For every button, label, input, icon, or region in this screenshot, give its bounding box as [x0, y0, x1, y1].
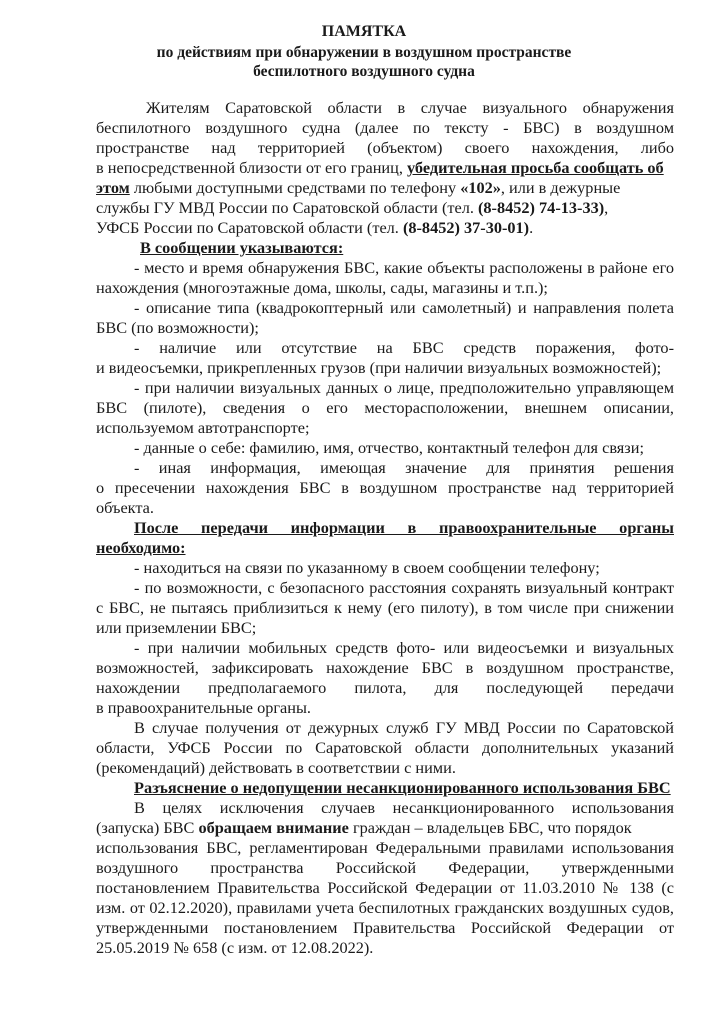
text-line: области, УФСБ России по Саратовской области дополнительных указаний: [96, 738, 674, 757]
doc-subtitle-line-1: по действиям при обнаружении в воздушном пространстве: [156, 44, 572, 61]
text-line: [96, 178, 620, 198]
text-line: о пресечении нахождения БВС в воздушном пространстве над территорией: [96, 478, 674, 497]
list-item: - данные о себе: фамилию, имя, отчество, контактный телефон для связи;: [134, 438, 644, 457]
text-line: БВС (пилоте), сведения о его месторасположении, внешнем описании,: [96, 398, 674, 417]
phone-mvd: (8-8452) 74-13-33): [478, 198, 605, 217]
text-line: [96, 198, 608, 218]
text-line: (рекомендаций) действовать в соответствии с ними.: [96, 758, 456, 777]
text-line: беспилотного воздушного судна (далее по тексту - БВС) в воздушном: [96, 118, 674, 137]
text-line: в правоохранительные органы.: [96, 698, 311, 717]
list-item: - по возможности, с безопасного расстояния сохранять визуальный контракт: [134, 578, 674, 597]
text-line: Жителям Саратовской области в случае визуального обнаружения: [146, 98, 674, 117]
text-line: [96, 818, 632, 838]
text-line: 25.05.2019 № 658 (с изм. от 12.08.2022).: [96, 938, 374, 957]
text-segment: УФСБ России по Саратовской области (тел.: [96, 218, 403, 237]
section-heading-after-end: необходимо:: [96, 538, 186, 557]
text-line: утвержденными постановлением Правительства Российской Федерации от: [96, 918, 674, 937]
list-item: - описание типа (квадрокоптерный или самолетный) и направления полета: [134, 298, 674, 317]
emphasis-request-end: этом: [96, 178, 130, 197]
phone-102: «102»: [460, 178, 501, 197]
text-segment: в непосредственной близости от его границ,: [96, 158, 407, 177]
text-line: и видеосъемки, прикрепленных грузов (при наличии визуальных возможностей);: [96, 358, 662, 377]
text-line: БВС (по возможности);: [96, 318, 259, 337]
text-segment: .: [529, 218, 534, 237]
doc-subtitle-line-2: беспилотного воздушного судна: [253, 63, 475, 80]
text-line: объекта.: [96, 498, 154, 517]
text-line: нахождения (многоэтажные дома, школы, сады, магазины и т.п.);: [96, 278, 548, 297]
text-line: [96, 218, 533, 238]
text-line: [96, 158, 664, 178]
phone-fsb: (8-8452) 37-30-01): [402, 218, 530, 237]
list-item: - место и время обнаружения БВС, какие объекты расположены в районе его: [134, 258, 674, 277]
text-segment: любыми доступными средствами по телефону: [129, 178, 461, 197]
text-segment: службы ГУ МВД России по Саратовской области (тел.: [96, 198, 478, 217]
text-line: В случае получения от дежурных служб ГУ МВД России по Саратовской: [134, 718, 674, 737]
text-line: нахождении предполагаемого пилота, для последующей передачи: [96, 678, 674, 697]
section-heading-explanation: Разъяснение о недопущении несанкционированного использования БВС: [134, 778, 671, 797]
text-segment: , или в дежурные: [500, 178, 621, 197]
text-line: постановлением Правительства Российской Федерации от 11.03.2010 № 138 (с: [96, 878, 674, 897]
emphasis-request: убедительная просьба сообщать об: [407, 158, 664, 177]
list-item: - при наличии визуальных данных о лице, предположительно управляющем: [134, 378, 674, 397]
text-line: изм. от 02.12.2020), правилами учета беспилотных гражданских воздушных судов,: [96, 898, 674, 917]
list-item: - наличие или отсутствие на БВС средств поражения, фото-: [134, 338, 674, 357]
text-line: возможностей, зафиксировать нахождение БВС в воздушном пространстве,: [96, 658, 674, 677]
text-line: воздушного пространства Российской Федерации, утвержденными: [96, 858, 674, 877]
text-line: с БВС, не пытаясь приблизиться к нему (его пилоту), в том числе при снижении: [96, 598, 674, 617]
list-item: - при наличии мобильных средств фото- или видеосъемки и визуальных: [134, 638, 674, 657]
text-segment: (запуска) БВС: [96, 818, 199, 837]
list-item: - иная информация, имеющая значение для принятия решения: [134, 458, 674, 477]
text-segment: ,: [604, 198, 609, 217]
list-item: - находиться на связи по указанному в своем сообщении телефону;: [134, 558, 600, 577]
emphasis-attention: обращаем внимание: [198, 818, 349, 837]
text-line: В целях исключения случаев несанкционированного использования: [134, 798, 674, 817]
text-line: используемом автотранспорте;: [96, 418, 310, 437]
text-line: использования БВС, регламентирован Федеральными правилами использования: [96, 838, 674, 857]
doc-title: ПАМЯТКА: [321, 23, 407, 40]
text-line: пространстве над территорией (объектом) своего нахождения, либо: [96, 138, 674, 157]
text-line: или приземлении БВС;: [96, 618, 257, 637]
text-segment: граждан – владельцев БВС, что порядок: [348, 818, 632, 837]
section-heading-report: В сообщении указываются:: [140, 238, 344, 257]
section-heading-after: После передачи информации в правоохранительные органы: [134, 518, 674, 537]
